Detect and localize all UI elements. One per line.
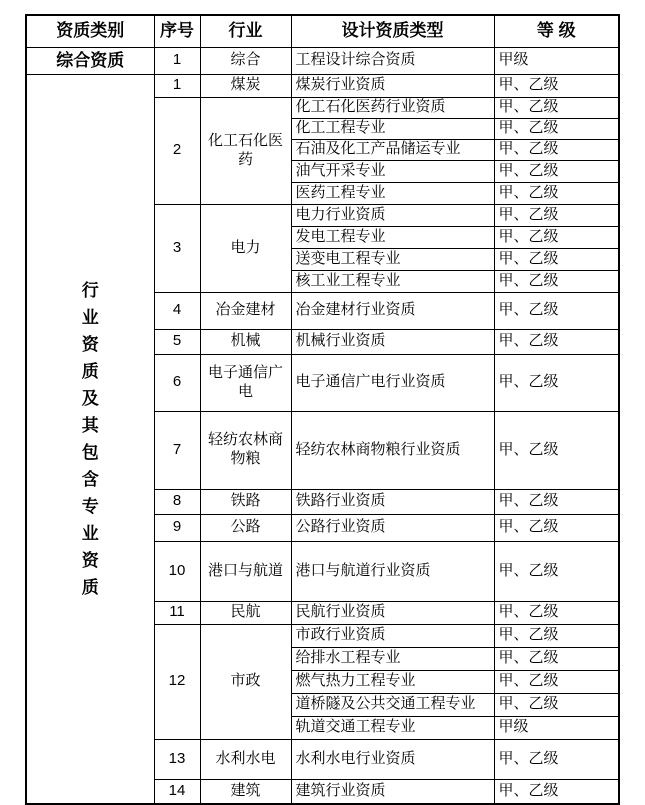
- cell-grade: 甲、乙级: [494, 541, 619, 601]
- cell-grade: 甲、乙级: [494, 226, 619, 248]
- cell-grade: 甲、乙级: [494, 118, 619, 139]
- cell-grade: 甲、乙级: [494, 329, 619, 354]
- cell-qualification-type: 冶金建材行业资质: [291, 292, 494, 329]
- cell-serial-number: 5: [154, 329, 200, 354]
- header-cell-industry: 行业: [200, 15, 291, 47]
- cell-industry: 铁路: [200, 489, 291, 514]
- cell-industry: 港口与航道: [200, 541, 291, 601]
- cell-industry: 轻纺农林商物粮: [200, 411, 291, 489]
- vertical-label-char: 资: [81, 334, 99, 354]
- cell-serial-number: 6: [154, 354, 200, 411]
- cell-qualification-type: 发电工程专业: [291, 226, 494, 248]
- header-cell-qualification-type: 设计资质类型: [291, 15, 494, 47]
- cell-grade: 甲、乙级: [494, 624, 619, 647]
- cell-category-comprehensive: 综合资质: [26, 47, 154, 74]
- cell-serial-number: 3: [154, 204, 200, 292]
- vertical-label-char: 资: [81, 550, 99, 570]
- cell-industry: 综合: [200, 47, 291, 74]
- cell-grade: 甲、乙级: [494, 354, 619, 411]
- cell-category-industry-merged: [26, 74, 154, 804]
- cell-industry: 公路: [200, 514, 291, 541]
- vertical-label-char: 质: [81, 577, 99, 597]
- cell-serial-number: 14: [154, 779, 200, 804]
- cell-qualification-type: 核工业工程专业: [291, 270, 494, 292]
- vertical-label-char: 专: [81, 496, 99, 516]
- cell-grade: 甲、乙级: [494, 489, 619, 514]
- cell-grade: 甲、乙级: [494, 739, 619, 779]
- cell-grade: 甲、乙级: [494, 270, 619, 292]
- cell-qualification-type: 公路行业资质: [291, 514, 494, 541]
- cell-qualification-type: 市政行业资质: [291, 624, 494, 647]
- cell-qualification-type: 水利水电行业资质: [291, 739, 494, 779]
- cell-serial-number: 11: [154, 601, 200, 624]
- cell-grade: 甲、乙级: [494, 779, 619, 804]
- cell-qualification-type: 电子通信广电行业资质: [291, 354, 494, 411]
- cell-qualification-type: 给排水工程专业: [291, 647, 494, 670]
- table-row: [26, 74, 619, 97]
- vertical-label-char: 含: [81, 469, 99, 489]
- cell-industry: 建筑: [200, 779, 291, 804]
- cell-grade: 甲、乙级: [494, 182, 619, 204]
- cell-qualification-type: 港口与航道行业资质: [291, 541, 494, 601]
- header-cell-grade: 等 级: [494, 15, 619, 47]
- cell-grade: 甲级: [494, 47, 619, 74]
- vertical-label-char: 行: [81, 280, 99, 300]
- cell-qualification-type: 工程设计综合资质: [291, 47, 494, 74]
- header-row: [26, 15, 619, 47]
- cell-qualification-type: 轻纺农林商物粮行业资质: [291, 411, 494, 489]
- comprehensive-row: [26, 47, 619, 74]
- header-cell-serial: 序号: [154, 15, 200, 47]
- cell-serial-number: 12: [154, 624, 200, 739]
- cell-qualification-type: 电力行业资质: [291, 204, 494, 226]
- cell-grade: 甲、乙级: [494, 97, 619, 118]
- cell-qualification-type: 燃气热力工程专业: [291, 670, 494, 693]
- vertical-label-char: 及: [81, 388, 99, 408]
- cell-industry: 电子通信广电: [200, 354, 291, 411]
- cell-qualification-type: 油气开采专业: [291, 160, 494, 182]
- cell-grade: 甲、乙级: [494, 670, 619, 693]
- cell-industry: 机械: [200, 329, 291, 354]
- cell-serial-number: 4: [154, 292, 200, 329]
- cell-grade: 甲、乙级: [494, 74, 619, 97]
- cell-serial-number: 1: [154, 74, 200, 97]
- cell-qualification-type: 民航行业资质: [291, 601, 494, 624]
- cell-serial-number: 10: [154, 541, 200, 601]
- vertical-label-char: 其: [81, 415, 99, 435]
- cell-industry: 民航: [200, 601, 291, 624]
- cell-qualification-type: 道桥隧及公共交通工程专业: [291, 693, 494, 716]
- vertical-label-char: 业: [81, 523, 99, 543]
- cell-grade: 甲、乙级: [494, 693, 619, 716]
- cell-grade: 甲、乙级: [494, 292, 619, 329]
- cell-qualification-type: 机械行业资质: [291, 329, 494, 354]
- cell-grade: 甲、乙级: [494, 647, 619, 670]
- qualification-table: [25, 14, 620, 805]
- cell-qualification-type: 送变电工程专业: [291, 248, 494, 270]
- cell-grade: 甲级: [494, 716, 619, 739]
- cell-industry: 水利水电: [200, 739, 291, 779]
- cell-serial-number: 7: [154, 411, 200, 489]
- cell-grade: 甲、乙级: [494, 139, 619, 160]
- cell-serial-number: 1: [154, 47, 200, 74]
- cell-serial-number: 13: [154, 739, 200, 779]
- cell-industry: 市政: [200, 624, 291, 739]
- header-cell-category: 资质类别: [26, 15, 154, 47]
- cell-grade: 甲、乙级: [494, 601, 619, 624]
- vertical-label-char: 包: [81, 442, 99, 462]
- cell-grade: 甲、乙级: [494, 514, 619, 541]
- cell-industry: 煤炭: [200, 74, 291, 97]
- cell-qualification-type: 煤炭行业资质: [291, 74, 494, 97]
- cell-qualification-type: 铁路行业资质: [291, 489, 494, 514]
- cell-industry: 化工石化医药: [200, 97, 291, 204]
- cell-qualification-type: 轨道交通工程专业: [291, 716, 494, 739]
- cell-qualification-type: 医药工程专业: [291, 182, 494, 204]
- cell-serial-number: 2: [154, 97, 200, 204]
- cell-industry: 电力: [200, 204, 291, 292]
- cell-serial-number: 9: [154, 514, 200, 541]
- cell-qualification-type: 建筑行业资质: [291, 779, 494, 804]
- cell-grade: 甲、乙级: [494, 160, 619, 182]
- cell-grade: 甲、乙级: [494, 204, 619, 226]
- vertical-label-char: 业: [81, 307, 99, 327]
- cell-serial-number: 8: [154, 489, 200, 514]
- cell-industry: 冶金建材: [200, 292, 291, 329]
- vertical-label-char: 质: [81, 361, 99, 381]
- cell-qualification-type: 化工工程专业: [291, 118, 494, 139]
- cell-grade: 甲、乙级: [494, 411, 619, 489]
- cell-qualification-type: 化工石化医药行业资质: [291, 97, 494, 118]
- cell-qualification-type: 石油及化工产品储运专业: [291, 139, 494, 160]
- cell-grade: 甲、乙级: [494, 248, 619, 270]
